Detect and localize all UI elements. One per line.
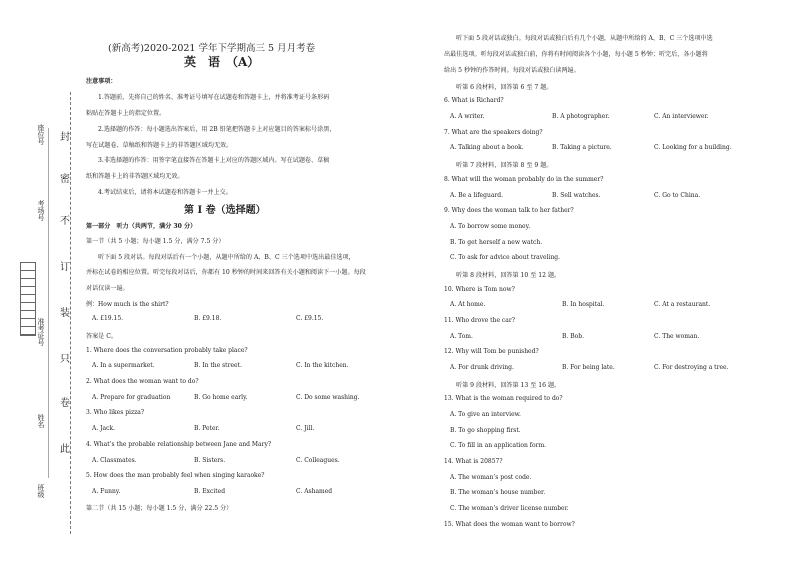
option-c: C. Go to China. xyxy=(654,192,701,199)
option-b: B. Bob. xyxy=(562,333,584,340)
option-c: C. The woman. xyxy=(654,333,700,340)
seal-char: 订 xyxy=(60,262,70,273)
option-b: B. Peter. xyxy=(194,425,220,432)
option-a: A. For drunk driving. xyxy=(450,364,514,371)
question-12: 12. Why will Tom be punished? xyxy=(444,348,539,355)
option-c: C. Jill. xyxy=(296,425,315,432)
binding-margin xyxy=(0,0,80,562)
option-b: B. For being late. xyxy=(562,364,615,371)
seal-char: 封 xyxy=(60,132,70,143)
option-b: B. A photographer. xyxy=(552,113,610,120)
admission-number-field: 准考证号 xyxy=(37,318,45,346)
question-14: 14. What is 20857? xyxy=(444,458,503,465)
option-a: A. Funny. xyxy=(92,488,121,495)
option-c: C. Do some washing. xyxy=(296,394,360,401)
part-heading: 第一部分 听力（共两节，满分 30 分） xyxy=(86,223,197,230)
question-5: 5. How does the man probably feel when singing karaoke? xyxy=(86,472,265,479)
note-line: 纸和答题卡上的非答题区域均无效。 xyxy=(86,173,184,180)
subject-title: 英 语 （A） xyxy=(184,55,260,69)
subsection-heading: 第二节（共 15 小题；每小题 1.5 分，满分 22.5 分） xyxy=(86,505,233,512)
question-13: 13. What is the woman required to do? xyxy=(444,395,563,402)
example-question: 例：How much is the shirt? xyxy=(86,301,169,308)
option-a: A. Jack. xyxy=(92,425,116,432)
note-line: 1.答题前，先将自己的姓名、准考证号填写在试题卷和答题卡上，并将准考证号条形码 xyxy=(98,94,330,101)
question-10: 10. Where is Tom now? xyxy=(444,286,515,293)
option-b: B. In hospital. xyxy=(562,301,605,308)
fill-line xyxy=(48,128,49,478)
note-line: 2.选择题的作答：每小题选出答案后，用 2B 铅笔把答题卡上对应题目的答案标号涂黑， xyxy=(98,126,336,133)
option-a: A. £19.15. xyxy=(92,315,124,322)
option-c: C. Looking for a building. xyxy=(654,144,732,151)
question-1: 1. Where does the conversation probably take place? xyxy=(86,347,248,354)
option-b: B. In the street. xyxy=(194,362,242,369)
seal-char: 卷 xyxy=(60,398,70,409)
seal-char: 密 xyxy=(60,174,70,185)
notes-heading: 注意事项： xyxy=(86,78,117,85)
seal-char: 不 xyxy=(60,216,70,227)
option-b: B. To go shopping first. xyxy=(450,427,521,434)
instruction-line: 给出 5 秒钟的作答时间。每段对话或独白读两遍。 xyxy=(444,67,580,74)
option-c: C. Ashamed xyxy=(296,488,333,495)
option-b: B. The woman’s house number. xyxy=(450,489,546,496)
option-a: A. Tom. xyxy=(450,333,473,340)
option-a: A. Be a lifeguard. xyxy=(450,192,504,199)
note-line: 3.非选择题的作答：用签字笔直接答在答题卡上对应的答题区域内。写在试题卷、草稿 xyxy=(98,157,330,164)
option-c: C. At a restaurant. xyxy=(654,301,711,308)
option-b: B. Taking a picture. xyxy=(552,144,612,151)
seal-char: 装 xyxy=(60,308,70,319)
option-b: B. Sell watches. xyxy=(552,192,601,199)
seal-char: 只 xyxy=(60,354,70,365)
option-c: C. An interviewer. xyxy=(654,113,709,120)
option-c: C. To fill in an application form. xyxy=(450,442,547,449)
option-b: B. Excited xyxy=(194,488,226,495)
material-heading: 听第 9 段材料，回答第 13 至 16 题。 xyxy=(456,382,561,389)
name-field: 姓名 xyxy=(37,414,45,428)
option-c: C. The woman’s driver license number. xyxy=(450,505,569,512)
cut-line xyxy=(70,92,71,534)
instruction-line: 并标在试卷的相应位置。听完每段对话后，你都有 10 秒钟的时间来回答有关小题和阅读下一小题。每段 xyxy=(86,269,366,276)
option-c: C. Colleagues. xyxy=(296,457,340,464)
option-a: A. Prepare for graduation xyxy=(92,394,171,401)
note-line: 写在试题卷、草稿纸和答题卡上的非答题区域均无效。 xyxy=(86,142,233,149)
option-c: C. For destroying a tree. xyxy=(654,364,729,371)
option-b: B. Sisters. xyxy=(194,457,226,464)
class-field: 班级 xyxy=(37,484,45,498)
option-a: A. To give an interview. xyxy=(450,411,521,418)
question-7: 7. What are the speakers doing? xyxy=(444,129,543,136)
option-a: A. In a supermarket. xyxy=(92,362,155,369)
instruction-line: 对话仅读一遍。 xyxy=(86,285,129,292)
instruction-line: 听下面 5 段对话或独白。每段对话或独白后有几个小题，从题中所给的 A、B、C 三个选项中选 xyxy=(456,35,713,42)
seat-number-field: 座位号 xyxy=(37,124,45,145)
material-heading: 听第 6 段材料，回答第 6 至 7 题。 xyxy=(456,84,553,91)
note-line: 4.考试结束后，请将本试题卷和答题卡一并上交。 xyxy=(98,189,232,196)
material-heading: 听第 7 段材料，回答第 8 至 9 题。 xyxy=(456,162,553,169)
question-9: 9. Why does the woman talk to her father? xyxy=(444,207,574,214)
question-11: 11. Who drove the car? xyxy=(444,317,515,324)
note-line: 粘贴在答题卡上的指定位置。 xyxy=(86,110,166,117)
instruction-line: 听下面 5 段对话。每段对话后有一个小题，从题中所给的 A、B、C 三个选项中选出最佳选项， xyxy=(98,254,355,261)
exam-room-field: 考场号 xyxy=(37,200,45,221)
example-answer: 答案是 C。 xyxy=(86,333,117,340)
option-c: C. £9.15. xyxy=(296,315,324,322)
option-a: A. A writer. xyxy=(450,113,485,120)
option-b: B. Go home early. xyxy=(194,394,248,401)
instruction-line: 出最佳选项。听每段对话或独白前，你将有时间阅读各个小题，每小题 5 秒钟；听完后，各小题将 xyxy=(444,51,708,58)
option-a: A. Talking about a book. xyxy=(450,144,524,151)
option-c: C. In the kitchen. xyxy=(296,362,349,369)
section-title: 第 I 卷（选择题） xyxy=(184,205,266,216)
material-heading: 听第 8 段材料，回答第 10 至 12 题。 xyxy=(456,272,561,279)
subsection-heading: 第一节（共 5 小题；每小题 1.5 分，满分 7.5 分） xyxy=(86,238,225,245)
question-15: 15. What does the woman want to borrow? xyxy=(444,521,575,528)
exam-title: (新高考)2020-2021 学年下学期高三 5 月月考卷 xyxy=(108,43,316,54)
option-a: A. Classmates. xyxy=(92,457,137,464)
option-b: B. To get herself a new watch. xyxy=(450,239,543,246)
seal-char: 此 xyxy=(60,444,70,455)
question-8: 8. What will the woman probably do in the summer? xyxy=(444,176,604,183)
question-2: 2. What does the woman want to do? xyxy=(86,378,199,385)
option-a: A. The woman’s post code. xyxy=(450,474,532,481)
option-a: A. At home. xyxy=(450,301,486,308)
question-4: 4. What’s the probable relationship between Jane and Mary? xyxy=(86,441,272,448)
option-c: C. To ask for advice about traveling. xyxy=(450,254,561,261)
option-b: B. £9.18. xyxy=(194,315,222,322)
question-6: 6. What is Richard? xyxy=(444,97,504,104)
option-a: A. To borrow some money. xyxy=(450,223,531,230)
number-grid xyxy=(20,262,36,336)
question-3: 3. Who likes pizza? xyxy=(86,409,145,416)
